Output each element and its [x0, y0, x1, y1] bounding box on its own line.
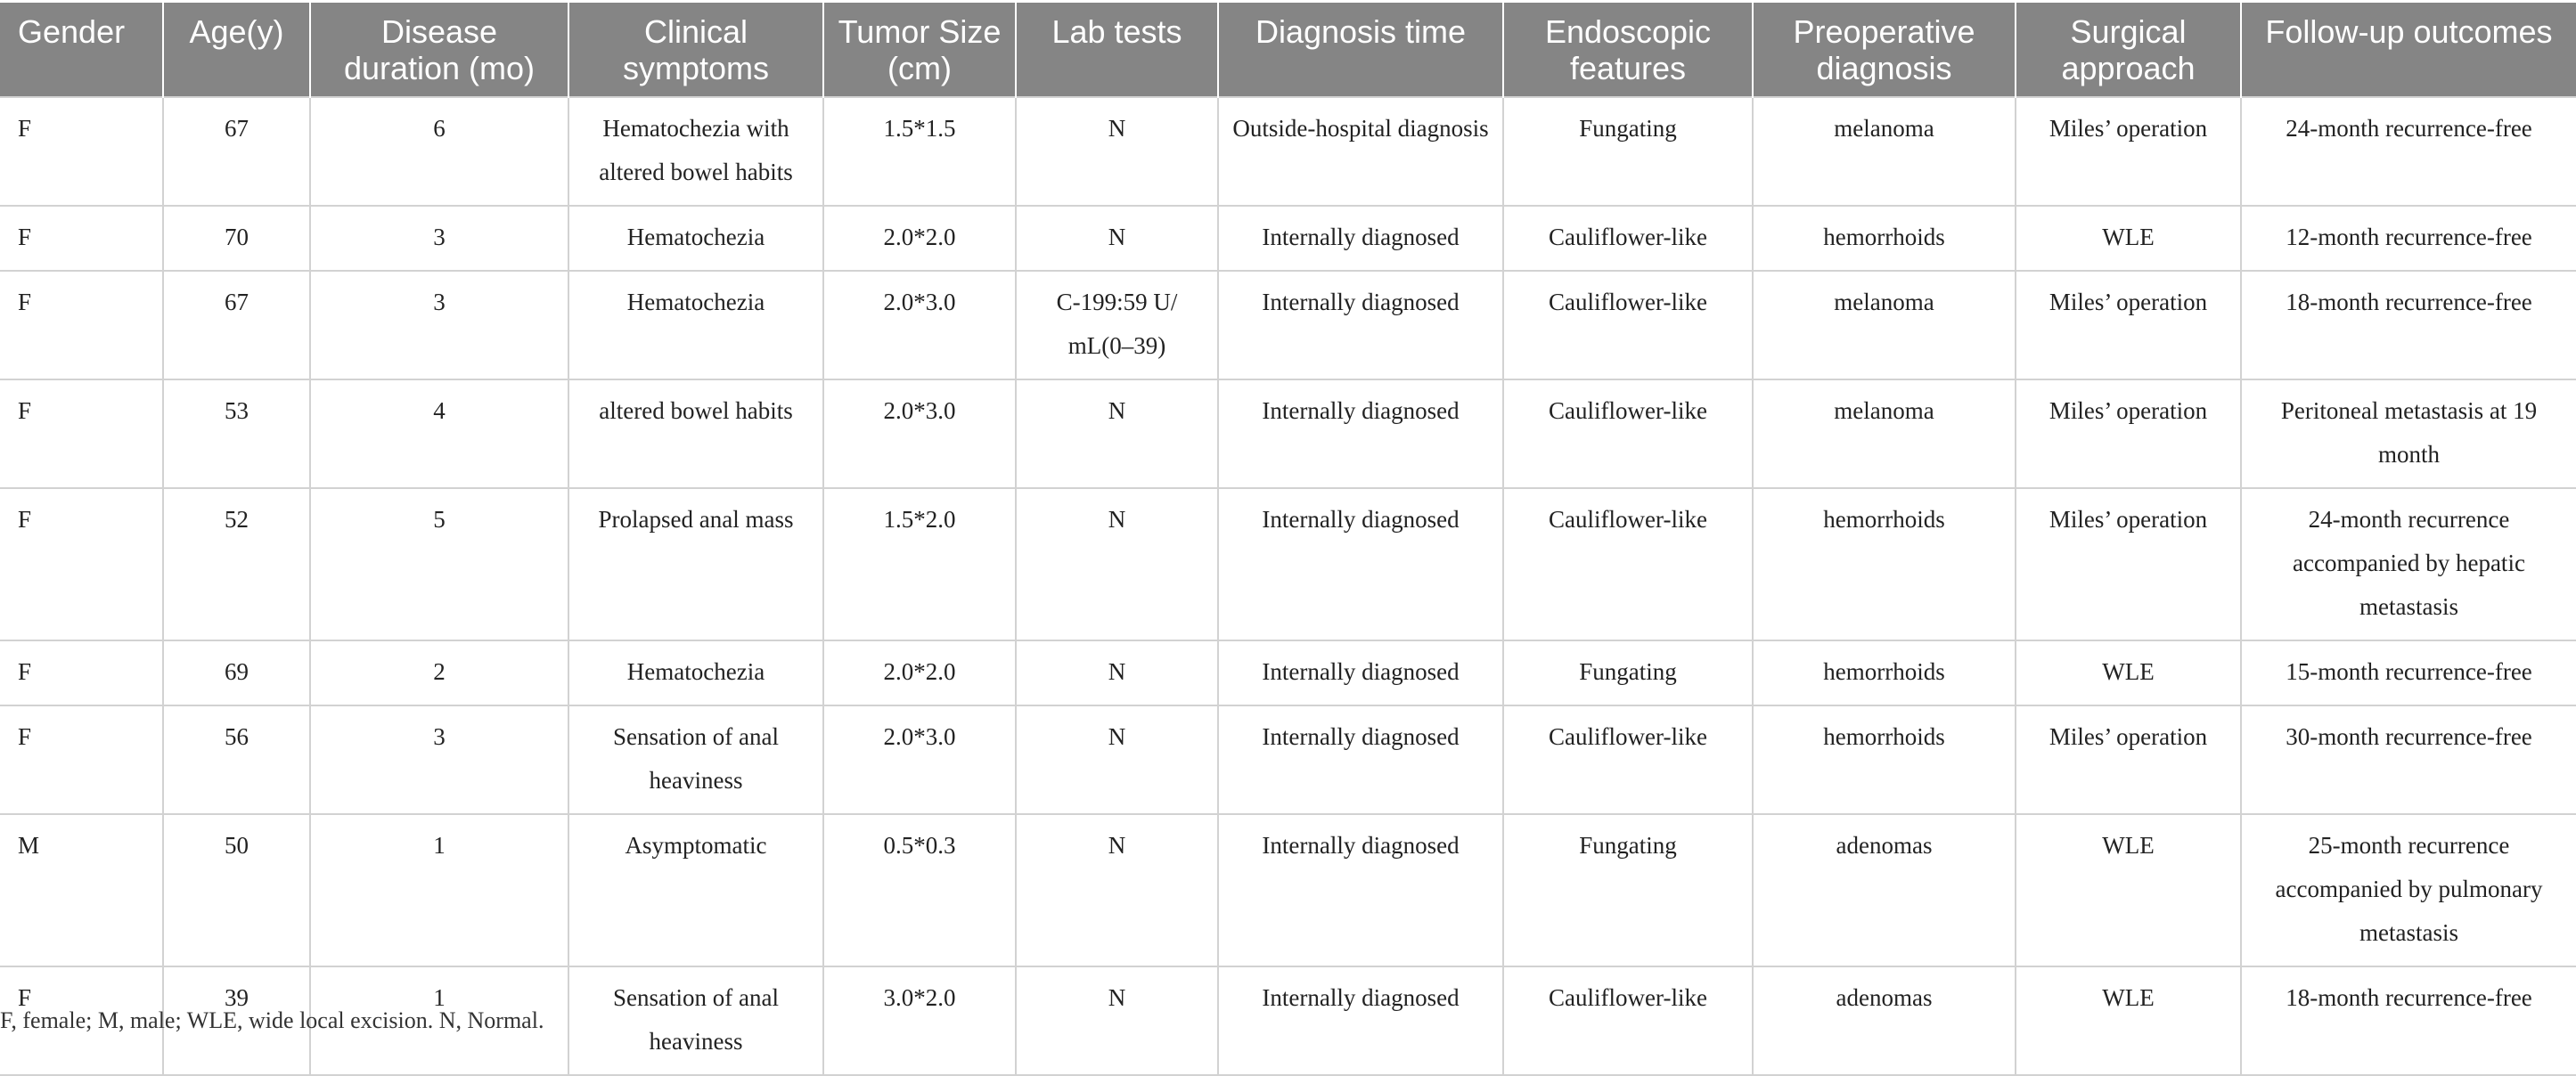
cell-tumor-size: 0.5*0.3 [823, 814, 1016, 966]
cell-follow-up: 25-month recurrence accompanied by pulmonary metastasis [2241, 814, 2576, 966]
cell-endoscopic: Fungating [1503, 640, 1753, 705]
cell-diagnosis-time: Internally diagnosed [1218, 705, 1503, 814]
cell-lab-tests: N [1016, 488, 1218, 640]
header-age: Age(y) [163, 3, 310, 97]
cell-duration: 5 [310, 488, 568, 640]
cell-diagnosis-time: Internally diagnosed [1218, 488, 1503, 640]
table-row [0, 488, 2576, 640]
cell-tumor-size: 2.0*2.0 [823, 640, 1016, 705]
cell-symptoms: Hematochezia [568, 206, 823, 271]
cell-duration: 3 [310, 206, 568, 271]
cell-gender: F [0, 966, 163, 1075]
cell-lab-tests: N [1016, 379, 1218, 488]
cell-follow-up: 24-month recurrence-free [2241, 97, 2576, 206]
header-row [0, 3, 2576, 97]
cell-surgical: Miles’ operation [2016, 271, 2241, 379]
cell-tumor-size: 2.0*3.0 [823, 379, 1016, 488]
table-row [0, 705, 2576, 814]
table-footnote: F, female; M, male; WLE, wide local excision. N, Normal. [0, 1007, 544, 1033]
cell-tumor-size: 2.0*3.0 [823, 705, 1016, 814]
cell-symptoms: Sensation of anal heaviness [568, 966, 823, 1075]
cell-preoperative: melanoma [1753, 97, 2016, 206]
cell-symptoms: Sensation of anal heaviness [568, 705, 823, 814]
cell-age: 70 [163, 206, 310, 271]
cell-age: 53 [163, 379, 310, 488]
cell-diagnosis-time: Internally diagnosed [1218, 814, 1503, 966]
cell-surgical: Miles’ operation [2016, 97, 2241, 206]
cell-symptoms: Hematochezia [568, 271, 823, 379]
cell-surgical: WLE [2016, 640, 2241, 705]
cell-preoperative: hemorrhoids [1753, 488, 2016, 640]
cell-gender: F [0, 271, 163, 379]
cell-surgical: Miles’ operation [2016, 379, 2241, 488]
cell-age: 50 [163, 814, 310, 966]
table-row [0, 814, 2576, 966]
cell-symptoms: Hematochezia with altered bowel habits [568, 97, 823, 206]
table-row [0, 97, 2576, 206]
cell-diagnosis-time: Internally diagnosed [1218, 206, 1503, 271]
cell-lab-tests: N [1016, 814, 1218, 966]
cell-lab-tests: C-199:59 U/ mL(0–39) [1016, 271, 1218, 379]
cell-follow-up: 24-month recurrence accompanied by hepatic metastasis [2241, 488, 2576, 640]
cell-follow-up: Peritoneal metastasis at 19 month [2241, 379, 2576, 488]
header-follow-up-outcomes: Follow-up outcomes [2241, 3, 2576, 97]
cell-tumor-size: 1.5*2.0 [823, 488, 1016, 640]
cell-age: 67 [163, 271, 310, 379]
table-row [0, 271, 2576, 379]
cell-symptoms: Asymptomatic [568, 814, 823, 966]
cell-symptoms: altered bowel habits [568, 379, 823, 488]
cell-preoperative: adenomas [1753, 814, 2016, 966]
cell-tumor-size: 2.0*3.0 [823, 271, 1016, 379]
cell-lab-tests: N [1016, 640, 1218, 705]
cell-preoperative: hemorrhoids [1753, 206, 2016, 271]
cell-diagnosis-time: Internally diagnosed [1218, 966, 1503, 1075]
cell-preoperative: hemorrhoids [1753, 640, 2016, 705]
cell-endoscopic: Fungating [1503, 814, 1753, 966]
cell-duration: 3 [310, 271, 568, 379]
cell-preoperative: melanoma [1753, 379, 2016, 488]
cell-endoscopic: Cauliflower-like [1503, 705, 1753, 814]
cell-endoscopic: Cauliflower-like [1503, 206, 1753, 271]
cell-diagnosis-time: Internally diagnosed [1218, 271, 1503, 379]
cell-follow-up: 18-month recurrence-free [2241, 966, 2576, 1075]
cell-preoperative: adenomas [1753, 966, 2016, 1075]
cell-age: 39 [163, 966, 310, 1075]
header-clinical-symptoms: Clinical symptoms [568, 3, 823, 97]
cell-surgical: WLE [2016, 814, 2241, 966]
cell-age: 67 [163, 97, 310, 206]
cell-lab-tests: N [1016, 705, 1218, 814]
clinical-data-table [0, 3, 2576, 1076]
cell-symptoms: Hematochezia [568, 640, 823, 705]
cell-age: 52 [163, 488, 310, 640]
cell-tumor-size: 2.0*2.0 [823, 206, 1016, 271]
cell-lab-tests: N [1016, 206, 1218, 271]
header-preoperative-diagnosis: Preoperative diagnosis [1753, 3, 2016, 97]
cell-diagnosis-time: Outside-hospital diagnosis [1218, 97, 1503, 206]
table-row [0, 379, 2576, 488]
cell-duration: 1 [310, 966, 568, 1075]
cell-gender: F [0, 206, 163, 271]
cell-surgical: WLE [2016, 966, 2241, 1075]
cell-diagnosis-time: Internally diagnosed [1218, 640, 1503, 705]
cell-symptoms: Prolapsed anal mass [568, 488, 823, 640]
header-disease-duration: Disease duration (mo) [310, 3, 568, 97]
cell-preoperative: hemorrhoids [1753, 705, 2016, 814]
cell-lab-tests: N [1016, 966, 1218, 1075]
table-row [0, 640, 2576, 705]
table-row [0, 206, 2576, 271]
cell-follow-up: 30-month recurrence-free [2241, 705, 2576, 814]
cell-gender: F [0, 705, 163, 814]
cell-duration: 3 [310, 705, 568, 814]
cell-endoscopic: Fungating [1503, 97, 1753, 206]
cell-duration: 6 [310, 97, 568, 206]
cell-age: 69 [163, 640, 310, 705]
cell-endoscopic: Cauliflower-like [1503, 966, 1753, 1075]
cell-surgical: Miles’ operation [2016, 488, 2241, 640]
cell-duration: 1 [310, 814, 568, 966]
header-tumor-size: Tumor Size (cm) [823, 3, 1016, 97]
header-surgical-approach: Surgical approach [2016, 3, 2241, 97]
cell-endoscopic: Cauliflower-like [1503, 488, 1753, 640]
cell-gender: M [0, 814, 163, 966]
cell-lab-tests: N [1016, 97, 1218, 206]
cell-follow-up: 15-month recurrence-free [2241, 640, 2576, 705]
cell-gender: F [0, 488, 163, 640]
cell-preoperative: melanoma [1753, 271, 2016, 379]
cell-surgical: WLE [2016, 206, 2241, 271]
cell-age: 56 [163, 705, 310, 814]
cell-duration: 2 [310, 640, 568, 705]
cell-follow-up: 12-month recurrence-free [2241, 206, 2576, 271]
header-lab-tests: Lab tests [1016, 3, 1218, 97]
cell-tumor-size: 3.0*2.0 [823, 966, 1016, 1075]
header-diagnosis-time: Diagnosis time [1218, 3, 1503, 97]
header-endoscopic-features: Endoscopic features [1503, 3, 1753, 97]
header-gender: Gender [0, 3, 163, 97]
cell-endoscopic: Cauliflower-like [1503, 379, 1753, 488]
cell-surgical: Miles’ operation [2016, 705, 2241, 814]
cell-gender: F [0, 640, 163, 705]
cell-gender: F [0, 379, 163, 488]
cell-diagnosis-time: Internally diagnosed [1218, 379, 1503, 488]
cell-tumor-size: 1.5*1.5 [823, 97, 1016, 206]
cell-endoscopic: Cauliflower-like [1503, 271, 1753, 379]
cell-duration: 4 [310, 379, 568, 488]
cell-follow-up: 18-month recurrence-free [2241, 271, 2576, 379]
cell-gender: F [0, 97, 163, 206]
